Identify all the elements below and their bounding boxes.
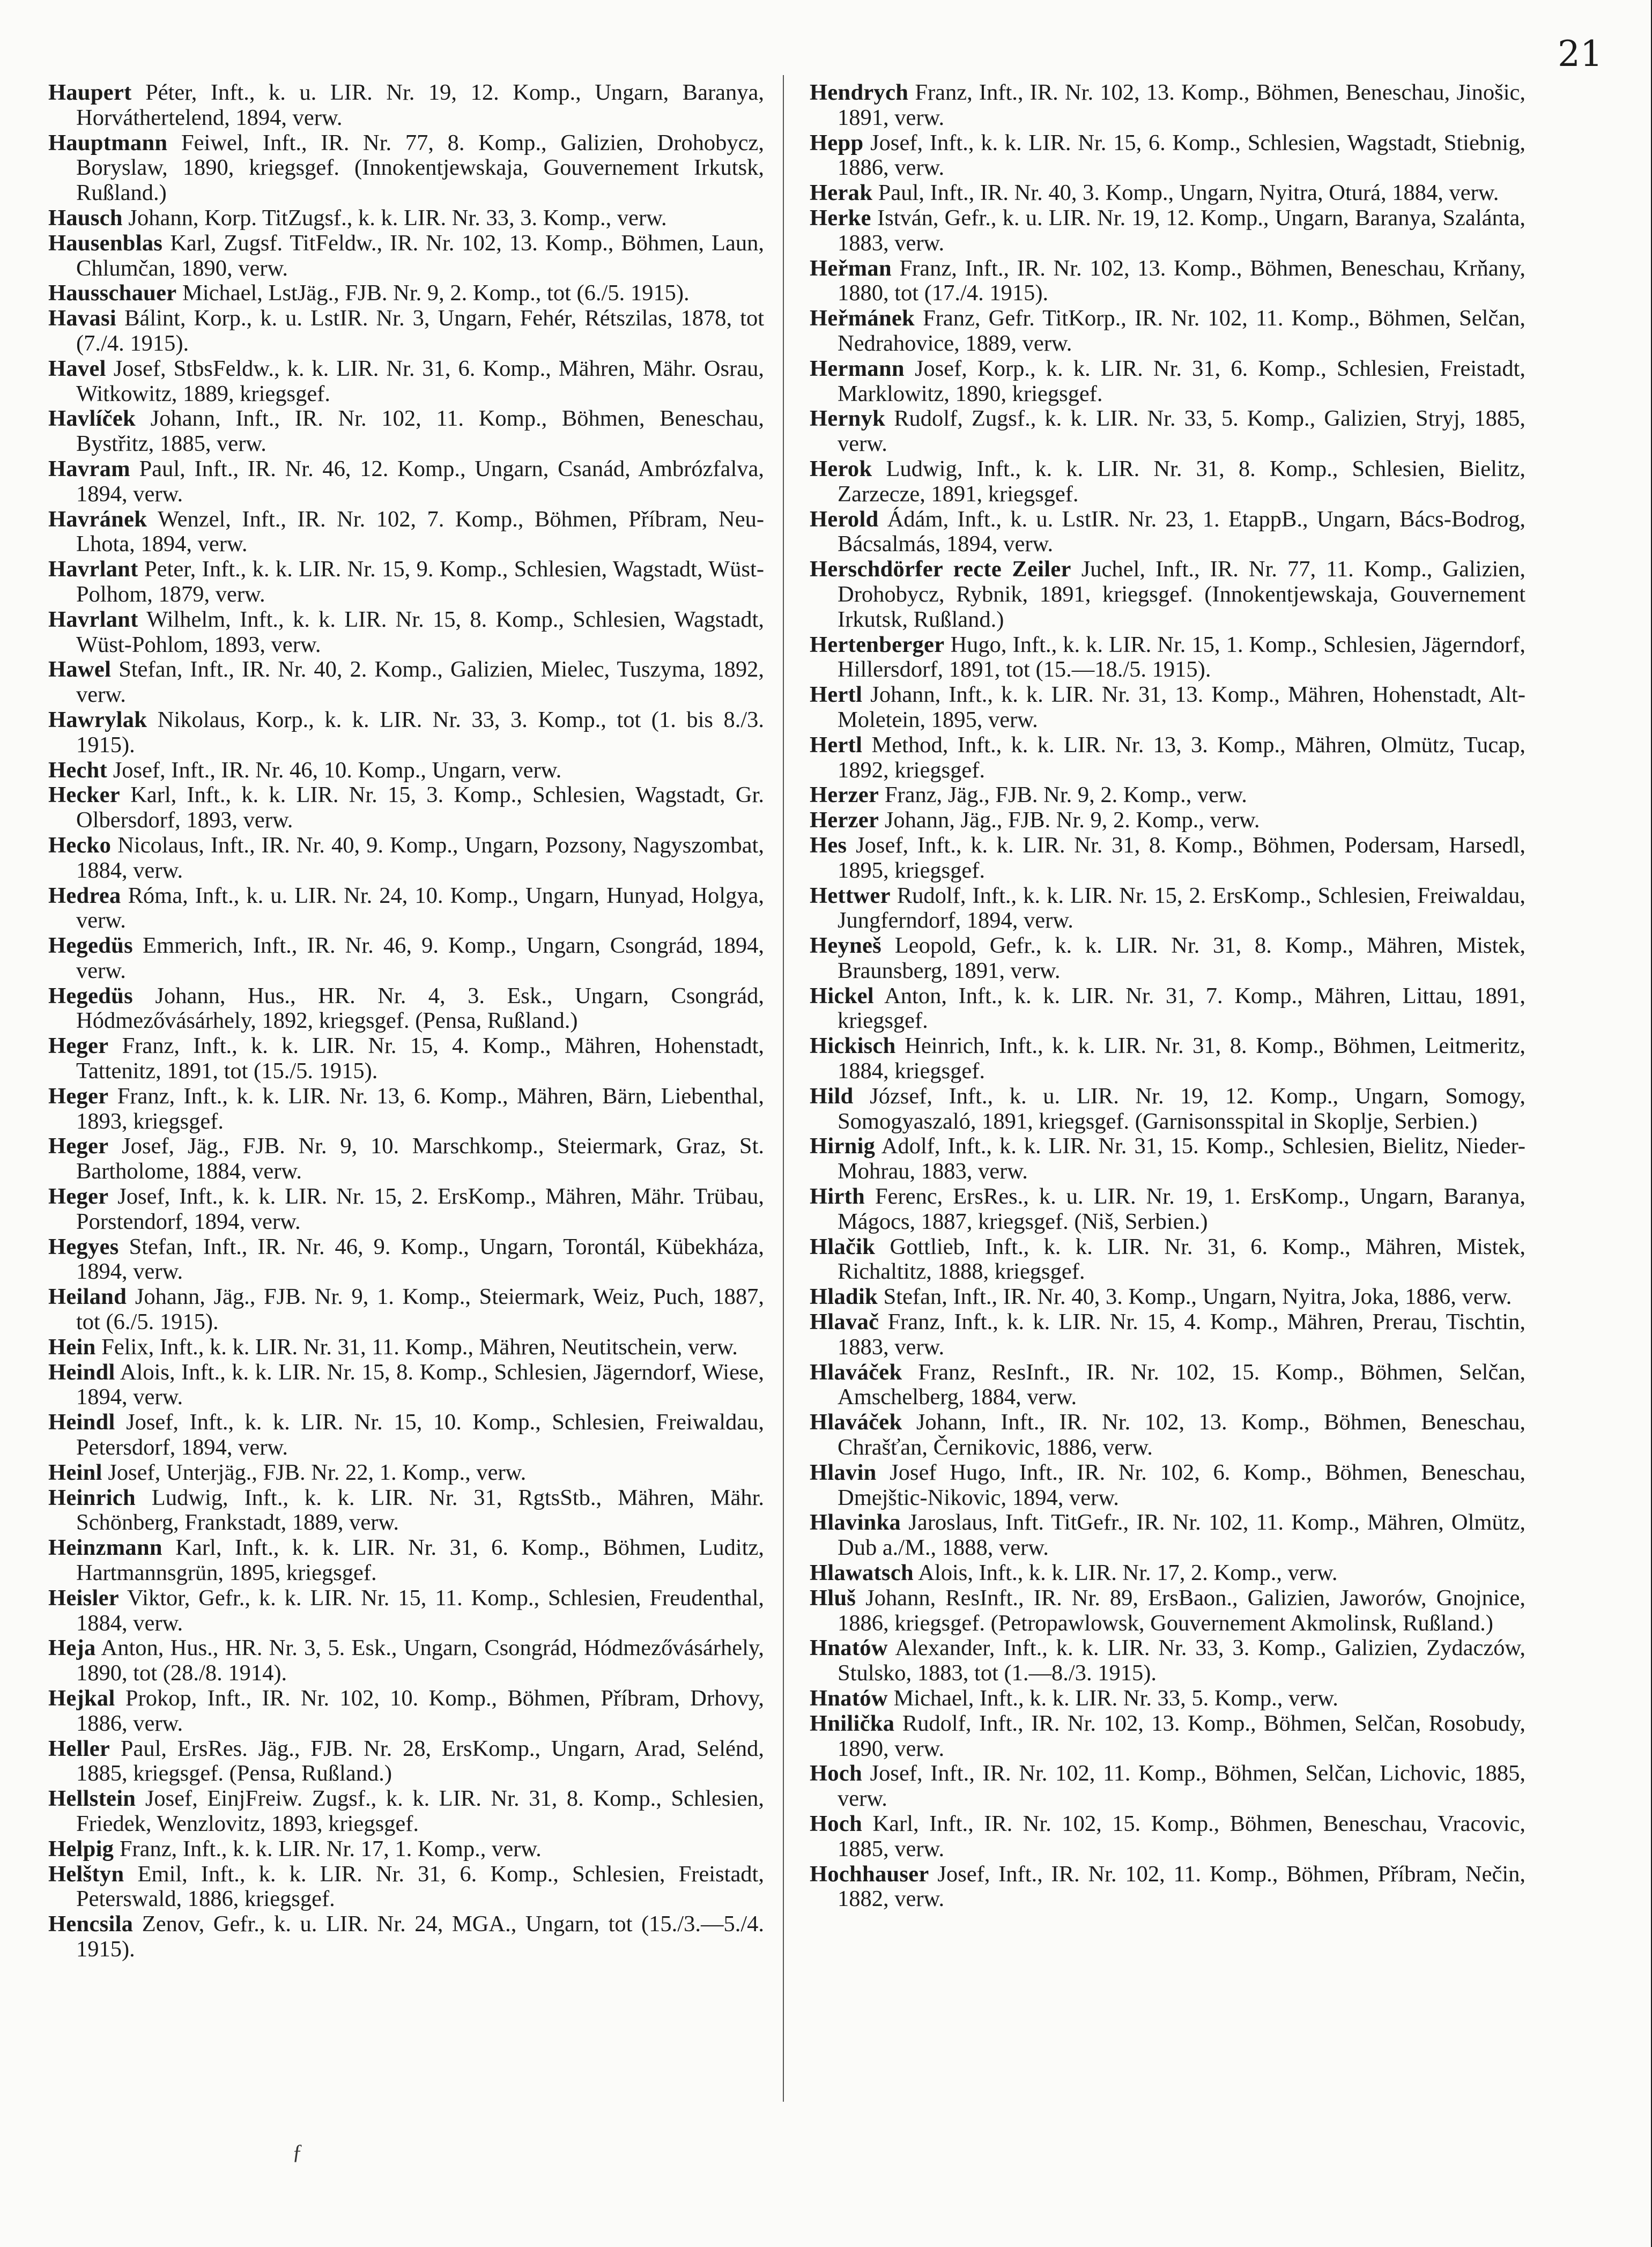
entry-surname: Havasi bbox=[48, 306, 116, 331]
list-entry bbox=[810, 180, 1525, 206]
list-entry bbox=[810, 1861, 1525, 1912]
list-entry bbox=[48, 1133, 765, 1184]
list-entry bbox=[48, 406, 764, 457]
entry-surname: Heger bbox=[48, 1033, 109, 1059]
list-entry bbox=[810, 1083, 1525, 1134]
left-column bbox=[48, 80, 764, 1962]
list-entry bbox=[48, 832, 764, 884]
entry-surname: Heller bbox=[48, 1736, 110, 1761]
entry-surname: Hoch bbox=[810, 1811, 863, 1836]
entry-surname: Hencsila bbox=[48, 1911, 134, 1937]
entry-details: Josef, Inft., IR. Nr. 46, 10. Komp., Ungarn, verw. bbox=[113, 757, 562, 783]
list-entry bbox=[810, 1410, 1525, 1460]
list-entry bbox=[48, 657, 764, 708]
entry-details: Michael, Inft., k. k. LIR. Nr. 33, 5. Komp., verw. bbox=[893, 1686, 1338, 1711]
list-entry bbox=[810, 632, 1526, 683]
entry-surname: Heinl bbox=[48, 1459, 102, 1485]
entry-surname: Hepp bbox=[810, 130, 864, 155]
entry-surname: Hermann bbox=[810, 355, 905, 381]
entry-surname: Hausschauer bbox=[48, 280, 177, 306]
entry-surname: Hochhauser bbox=[810, 1861, 929, 1887]
list-entry bbox=[48, 606, 764, 658]
list-entry bbox=[810, 1761, 1525, 1812]
entry-surname: Hernyk bbox=[810, 406, 886, 432]
list-entry bbox=[48, 1736, 764, 1787]
entry-details: Paul, ErsRes. Jäg., FJB. Nr. 28, ErsKomp., Ungarn, Arad, Selénd, 1885, kriegsgef. (Pensa, Rußland.) bbox=[76, 1736, 764, 1786]
entry-surname: Heinrich bbox=[48, 1485, 136, 1510]
entry-details: Péter, Inft., k. u. LIR. Nr. 19, 12. Komp., Ungarn, Baranya, Horváthertelend, 1894, verw. bbox=[76, 80, 765, 130]
list-entry bbox=[48, 1410, 764, 1460]
entry-surname: Havram bbox=[48, 456, 130, 481]
list-entry bbox=[810, 1686, 1525, 1711]
entry-surname: Hlavin bbox=[810, 1459, 877, 1485]
entry-surname: Hecker bbox=[48, 782, 120, 808]
list-entry bbox=[48, 1861, 764, 1912]
entry-details: Ludwig, Inft., k. k. LIR. Nr. 31, 8. Komp., Schlesien, Bielitz, Zarzecze, 1891, kriegsgef. bbox=[838, 456, 1526, 507]
list-entry bbox=[810, 832, 1525, 884]
entry-surname: Hlavač bbox=[810, 1309, 879, 1335]
entry-surname: Hauptmann bbox=[48, 130, 168, 155]
entry-surname: Heindl bbox=[48, 1359, 115, 1385]
list-entry bbox=[810, 306, 1526, 357]
entry-surname: Hertl bbox=[810, 682, 863, 708]
entry-details: Stefan, Inft., IR. Nr. 40, 2. Komp., Galizien, Mielec, Tuszyma, 1892, verw. bbox=[76, 657, 764, 708]
entry-surname: Hawrylak bbox=[48, 707, 147, 732]
entry-details: Karl, Zugsf. TitFeldw., IR. Nr. 102, 13. Komp., Böhmen, Laun, Chlumčan, 1890, verw. bbox=[76, 230, 764, 281]
entry-surname: Herold bbox=[810, 506, 879, 532]
entry-details: Anton, Inft., k. k. LIR. Nr. 31, 7. Komp., Mähren, Littau, 1891, kriegsgef. bbox=[838, 983, 1526, 1034]
entry-details: Viktor, Gefr., k. k. LIR. Nr. 15, 11. Komp., Schlesien, Freudenthal, 1884, verw. bbox=[76, 1585, 765, 1636]
entry-details: Franz, Inft., k. k. LIR. Nr. 13, 6. Komp., Mähren, Bärn, Liebenthal, 1893, kriegsgef. bbox=[76, 1083, 764, 1134]
entry-details: Prokop, Inft., IR. Nr. 102, 10. Komp., Böhmen, Příbram, Drhovy, 1886, verw. bbox=[76, 1686, 764, 1736]
list-entry bbox=[48, 230, 764, 281]
entry-surname: Herok bbox=[810, 456, 872, 481]
list-entry bbox=[48, 130, 764, 206]
entry-surname: Hnilička bbox=[810, 1710, 895, 1736]
entry-surname: Hnatów bbox=[810, 1686, 888, 1711]
list-entry bbox=[810, 1133, 1525, 1184]
entry-surname: Hoch bbox=[810, 1761, 863, 1786]
list-entry bbox=[48, 1359, 764, 1411]
entry-surname: Hladik bbox=[810, 1284, 878, 1310]
entry-details: Emil, Inft., k. k. LIR. Nr. 31, 6. Komp., Schlesien, Freistadt, Peterswald, 1886, kriegsgef. bbox=[76, 1861, 764, 1912]
entry-surname: Hecht bbox=[48, 757, 108, 783]
list-entry bbox=[48, 1686, 764, 1737]
entry-details: Josef, Inft., IR. Nr. 102, 11. Komp., Böhmen, Příbram, Nečin, 1882, verw. bbox=[838, 1861, 1525, 1912]
entry-details: Alois, Inft., k. k. LIR. Nr. 17, 2. Komp., verw. bbox=[918, 1560, 1338, 1586]
entry-surname: Hluš bbox=[810, 1585, 856, 1611]
entry-details: Ludwig, Inft., k. k. LIR. Nr. 31, RgtsStb., Mähren, Mähr. Schönberg, Frankstadt, 1889, verw. bbox=[76, 1485, 765, 1536]
list-entry bbox=[48, 707, 764, 758]
list-entry bbox=[810, 1184, 1525, 1235]
entry-details: Róma, Inft., k. u. LIR. Nr. 24, 10. Komp., Ungarn, Hunyad, Holgya, verw. bbox=[76, 883, 764, 933]
list-entry bbox=[810, 1635, 1526, 1686]
entry-surname: Haupert bbox=[48, 80, 132, 105]
entry-details: Josef, Jäg., FJB. Nr. 9, 10. Marschkomp., Steiermark, Graz, St. Bartholome, 1884, verw. bbox=[76, 1133, 765, 1184]
entry-details: Josef, Korp., k. k. LIR. Nr. 31, 6. Komp., Schlesien, Freistadt, Marklowitz, 1890, kriegsgef. bbox=[838, 355, 1526, 406]
entry-details: Karl, Inft., k. k. LIR. Nr. 31, 6. Komp., Böhmen, Luditz, Hartmannsgrün, 1895, kriegsgef. bbox=[76, 1535, 764, 1586]
entry-surname: Hellstein bbox=[48, 1786, 136, 1812]
list-entry bbox=[48, 1585, 765, 1636]
entry-details: Josef, StbsFeldw., k. k. LIR. Nr. 31, 6. Komp., Mähren, Mähr. Osrau, Witkowitz, 1889, kriegsgef. bbox=[76, 355, 764, 406]
entry-details: Johann, ResInft., IR. Nr. 89, ErsBaon., Galizien, Jaworów, Gnojnice, 1886, kriegsgef. (Petropawlowsk, Gouvernement Akmolinsk, Rußland.) bbox=[838, 1585, 1525, 1636]
entry-details: Nicolaus, Inft., IR. Nr. 40, 9. Komp., Ungarn, Pozsony, Nagyszombat, 1884, verw. bbox=[76, 832, 764, 883]
entry-surname: Hertenberger bbox=[810, 632, 945, 657]
entry-details: Paul, Inft., IR. Nr. 40, 3. Komp., Ungarn, Nyitra, Oturá, 1884, verw. bbox=[878, 180, 1499, 206]
list-entry bbox=[810, 983, 1526, 1034]
entry-details: Heinrich, Inft., k. k. LIR. Nr. 31, 8. Komp., Böhmen, Leitmeritz, 1884, kriegsgef. bbox=[838, 1033, 1526, 1084]
list-entry bbox=[48, 1836, 764, 1862]
list-entry bbox=[810, 1309, 1525, 1360]
entry-surname: Heyneš bbox=[810, 933, 882, 959]
list-entry bbox=[48, 280, 764, 306]
entry-details: Josef, Inft., k. k. LIR. Nr. 31, 8. Komp., Böhmen, Podersam, Harsedl, 1895, kriegsgef. bbox=[838, 832, 1525, 883]
entry-surname: Heindl bbox=[48, 1410, 115, 1435]
list-entry bbox=[810, 456, 1526, 507]
entry-details: Ádám, Inft., k. u. LstIR. Nr. 23, 1. EtappB., Ungarn, Bács-Bodrog, Bácsalmás, 1894, verw. bbox=[838, 506, 1525, 557]
entry-surname: Hawel bbox=[48, 657, 112, 683]
list-entry bbox=[48, 557, 765, 607]
list-entry bbox=[48, 80, 765, 131]
list-entry bbox=[810, 1560, 1525, 1586]
entry-surname: Havrlant bbox=[48, 606, 138, 632]
entry-surname: Heřman bbox=[810, 255, 892, 281]
list-entry bbox=[48, 205, 764, 231]
list-entry bbox=[810, 80, 1526, 131]
entry-details: Franz, Gefr. TitKorp., IR. Nr. 102, 11. Komp., Böhmen, Selčan, Nedrahovice, 1889, verw. bbox=[838, 306, 1526, 356]
list-entry bbox=[48, 933, 765, 984]
list-entry bbox=[48, 1033, 765, 1084]
right-column bbox=[810, 80, 1525, 1912]
entry-surname: Heger bbox=[48, 1184, 109, 1210]
entry-details: Alois, Inft., k. k. LIR. Nr. 15, 8. Komp., Schlesien, Jägerndorf, Wiese, 1894, verw. bbox=[76, 1359, 764, 1410]
entry-details: Franz, ResInft., IR. Nr. 102, 15. Komp., Böhmen, Selčan, Amschelberg, 1884, verw. bbox=[838, 1359, 1526, 1410]
entry-surname: Hlačik bbox=[810, 1234, 876, 1259]
list-entry bbox=[810, 1359, 1526, 1411]
entry-surname: Hlavinka bbox=[810, 1510, 901, 1536]
list-entry bbox=[810, 557, 1525, 632]
entry-details: Nikolaus, Korp., k. k. LIR. Nr. 33, 3. Komp., tot (1. bis 8./3. 1915). bbox=[76, 707, 764, 758]
entry-details: Emmerich, Inft., IR. Nr. 46, 9. Komp., Ungarn, Csongrád, 1894, verw. bbox=[76, 933, 765, 983]
list-entry bbox=[48, 1635, 764, 1686]
entry-details: Paul, Inft., IR. Nr. 46, 12. Komp., Ungarn, Csanád, Ambrózfalva, 1894, verw. bbox=[76, 456, 764, 507]
entry-details: Ferenc, ErsRes., k. u. LIR. Nr. 19, 1. ErsKomp., Ungarn, Baranya, Mágocs, 1887, kriegsgef. (Niš, Serbien.) bbox=[838, 1184, 1525, 1234]
entry-details: Juchel, Inft., IR. Nr. 77, 11. Komp., Galizien, Drohobycz, Rybnik, 1891, kriegsgef. (Innokentjewskaja, Gouvernement Irkutsk, Rußland.) bbox=[838, 557, 1525, 632]
entry-details: Wilhelm, Inft., k. k. LIR. Nr. 15, 8. Komp., Schlesien, Wagstadt, Wüst-Pohlom, 1893, verw. bbox=[76, 606, 764, 657]
list-entry bbox=[48, 1234, 765, 1285]
entry-details: Rudolf, Inft., IR. Nr. 102, 13. Komp., Böhmen, Selčan, Rosobudy, 1890, verw. bbox=[838, 1710, 1526, 1761]
list-entry bbox=[48, 1459, 764, 1486]
entry-details: Karl, Inft., IR. Nr. 102, 15. Komp., Böhmen, Beneschau, Vracovic, 1885, verw. bbox=[838, 1811, 1526, 1862]
entry-details: Hugo, Inft., k. k. LIR. Nr. 15, 1. Komp., Schlesien, Jägerndorf, Hillersdorf, 1891, tot (15.—18./5. 1915). bbox=[838, 632, 1526, 683]
entry-surname: Havlíček bbox=[48, 406, 136, 432]
entry-surname: Herschdörfer recte Zeiler bbox=[810, 557, 1071, 582]
list-entry bbox=[810, 732, 1526, 783]
list-entry bbox=[810, 933, 1525, 984]
entry-details: Johann, Hus., HR. Nr. 4, 3. Esk., Ungarn, Csongrád, Hódmezővásárhely, 1892, kriegsgef. (Pensa, Rußland.) bbox=[76, 983, 764, 1034]
entry-details: Stefan, Inft., IR. Nr. 46, 9. Komp., Ungarn, Torontál, Kübekháza, 1894, verw. bbox=[76, 1234, 765, 1285]
list-entry bbox=[48, 506, 765, 558]
list-entry bbox=[48, 782, 764, 833]
entry-surname: Herke bbox=[810, 205, 871, 231]
entry-details: Adolf, Inft., k. k. LIR. Nr. 31, 15. Komp., Schlesien, Bielitz, Nieder-Mohrau, 1883, verw. bbox=[838, 1133, 1525, 1184]
entry-surname: Hettwer bbox=[810, 883, 891, 908]
entry-surname: Hegyes bbox=[48, 1234, 119, 1259]
entry-surname: Hein bbox=[48, 1334, 96, 1360]
entry-surname: Herzer bbox=[810, 807, 879, 833]
entry-surname: Helštyn bbox=[48, 1861, 124, 1887]
entry-surname: Havel bbox=[48, 355, 106, 381]
list-entry bbox=[810, 1234, 1526, 1285]
list-entry bbox=[810, 1033, 1526, 1084]
entry-surname: Havránek bbox=[48, 506, 147, 532]
entry-surname: Hirth bbox=[810, 1184, 865, 1210]
entry-details: Johann, Inft., IR. Nr. 102, 13. Komp., Böhmen, Beneschau, Chrašťan, Černikovic, 1886, verw. bbox=[838, 1410, 1525, 1460]
entry-surname: Heja bbox=[48, 1635, 96, 1661]
entry-details: Wenzel, Inft., IR. Nr. 102, 7. Komp., Böhmen, Příbram, Neu-Lhota, 1894, verw. bbox=[76, 506, 765, 557]
list-entry bbox=[810, 130, 1525, 181]
list-entry bbox=[48, 1083, 764, 1134]
list-entry bbox=[810, 406, 1525, 457]
entry-details: Josef, Inft., IR. Nr. 102, 11. Komp., Böhmen, Selčan, Lichovic, 1885, verw. bbox=[838, 1761, 1525, 1812]
entry-details: Johann, Jäg., FJB. Nr. 9, 2. Komp., verw. bbox=[884, 807, 1260, 833]
entry-details: Karl, Inft., k. k. LIR. Nr. 15, 3. Komp., Schlesien, Wagstadt, Gr. Olbersdorf, 1893, verw. bbox=[76, 782, 764, 833]
list-entry bbox=[48, 456, 764, 507]
entry-surname: Hausch bbox=[48, 205, 123, 231]
list-entry bbox=[48, 1786, 765, 1837]
entry-details: Franz, Inft., k. k. LIR. Nr. 15, 4. Komp., Mähren, Prerau, Tischtin, 1883, verw. bbox=[838, 1309, 1525, 1360]
column-divider bbox=[783, 75, 784, 2102]
entry-details: Bálint, Korp., k. u. LstIR. Nr. 3, Ungarn, Fehér, Rétszilas, 1878, tot (7./4. 1915). bbox=[76, 306, 765, 356]
list-entry bbox=[48, 1535, 764, 1586]
entry-surname: Hirnig bbox=[810, 1133, 876, 1159]
list-entry bbox=[810, 883, 1525, 934]
list-entry bbox=[48, 355, 764, 407]
entry-details: Johann, Korp. TitZugsf., k. k. LIR. Nr. 33, 3. Komp., verw. bbox=[128, 205, 667, 231]
entry-details: Feiwel, Inft., IR. Nr. 77, 8. Komp., Galizien, Drohobycz, Boryslaw, 1890, kriegsgef. (Innokentjewskaja, Gouvernement Irkutsk, Rußland.) bbox=[76, 130, 764, 206]
entry-surname: Heiland bbox=[48, 1284, 127, 1310]
list-entry bbox=[810, 1811, 1526, 1862]
list-entry bbox=[48, 306, 765, 357]
entry-details: Johann, Jäg., FJB. Nr. 9, 1. Komp., Steiermark, Weiz, Puch, 1887, tot (6./5. 1915). bbox=[76, 1284, 765, 1335]
entry-details: Gottlieb, Inft., k. k. LIR. Nr. 31, 6. Komp., Mähren, Mistek, Richaltitz, 1888, kriegsgef. bbox=[838, 1234, 1526, 1285]
entry-details: Franz, Inft., k. k. LIR. Nr. 17, 1. Komp., verw. bbox=[119, 1836, 542, 1862]
list-entry bbox=[810, 1510, 1525, 1561]
entry-surname: Helpig bbox=[48, 1836, 114, 1862]
entry-surname: Havrlant bbox=[48, 557, 138, 582]
entry-details: Josef, Unterjäg., FJB. Nr. 22, 1. Komp., verw. bbox=[108, 1459, 527, 1485]
entry-surname: Hlaváček bbox=[810, 1359, 902, 1385]
list-entry bbox=[48, 757, 764, 783]
entry-details: Josef, Inft., k. k. LIR. Nr. 15, 2. ErsKomp., Mähren, Mähr. Trübau, Porstendorf, 1894, verw. bbox=[76, 1184, 764, 1234]
list-entry bbox=[810, 807, 1525, 833]
entry-details: Michael, LstJäg., FJB. Nr. 9, 2. Komp., tot (6./5. 1915). bbox=[182, 280, 690, 306]
entry-surname: Hejkal bbox=[48, 1686, 115, 1711]
entry-surname: Hendrych bbox=[810, 80, 909, 105]
entry-details: Franz, Jäg., FJB. Nr. 9, 2. Komp., verw. bbox=[884, 782, 1247, 808]
entry-details: Method, Inft., k. k. LIR. Nr. 13, 3. Komp., Mähren, Olmütz, Tucap, 1892, kriegsgef. bbox=[838, 732, 1526, 783]
entry-details: Rudolf, Zugsf., k. k. LIR. Nr. 33, 5. Komp., Galizien, Stryj, 1885, verw. bbox=[838, 406, 1525, 457]
entry-details: Josef, EinjFreiw. Zugsf., k. k. LIR. Nr. 31, 8. Komp., Schlesien, Friedek, Wenzlovitz, 1893, kriegsgef. bbox=[76, 1786, 765, 1836]
entry-surname: Hedrea bbox=[48, 883, 121, 908]
entry-surname: Hild bbox=[810, 1083, 854, 1109]
list-entry bbox=[810, 255, 1526, 307]
entry-surname: Heřmánek bbox=[810, 306, 915, 331]
entry-surname: Hickel bbox=[810, 983, 874, 1008]
entry-details: Jaroslaus, Inft. TitGefr., IR. Nr. 102, 11. Komp., Mähren, Olmütz, Dub a./M., 1888, verw. bbox=[838, 1510, 1525, 1561]
list-entry bbox=[810, 682, 1526, 733]
list-entry bbox=[810, 782, 1525, 808]
entry-details: Leopold, Gefr., k. k. LIR. Nr. 31, 8. Komp., Mähren, Mistek, Braunsberg, 1891, verw. bbox=[838, 933, 1525, 983]
list-entry bbox=[810, 1459, 1526, 1511]
page-number: 21 bbox=[1558, 33, 1603, 75]
entry-details: Franz, Inft., k. k. LIR. Nr. 15, 4. Komp., Mähren, Hohenstadt, Tattenitz, 1891, tot (15./5. 1915). bbox=[76, 1033, 765, 1084]
entry-surname: Hausenblas bbox=[48, 230, 163, 256]
list-entry bbox=[48, 1334, 764, 1360]
list-entry bbox=[810, 1710, 1526, 1762]
entry-surname: Hickisch bbox=[810, 1033, 896, 1059]
list-entry bbox=[48, 1911, 765, 1962]
entry-details: Josef, Inft., k. k. LIR. Nr. 15, 6. Komp., Schlesien, Wagstadt, Stiebnig, 1886, verw. bbox=[838, 130, 1525, 181]
entry-details: István, Gefr., k. u. LIR. Nr. 19, 12. Komp., Ungarn, Baranya, Szalánta, 1883, verw. bbox=[838, 205, 1525, 256]
list-entry bbox=[810, 1585, 1525, 1636]
list-entry bbox=[810, 205, 1525, 256]
entry-details: Johann, Inft., IR. Nr. 102, 11. Komp., Böhmen, Beneschau, Bystřitz, 1885, verw. bbox=[76, 406, 764, 457]
entry-surname: Hegedüs bbox=[48, 933, 133, 959]
entry-surname: Heger bbox=[48, 1083, 109, 1109]
entry-details: Stefan, Inft., IR. Nr. 40, 3. Komp., Ungarn, Nyitra, Joka, 1886, verw. bbox=[883, 1284, 1512, 1310]
entry-surname: Hegedüs bbox=[48, 983, 133, 1008]
entry-surname: Heger bbox=[48, 1133, 109, 1159]
list-entry bbox=[48, 1284, 765, 1335]
entry-details: Franz, Inft., IR. Nr. 102, 13. Komp., Böhmen, Beneschau, Krňany, 1880, tot (17./4. 1915). bbox=[838, 255, 1526, 306]
entry-details: Franz, Inft., IR. Nr. 102, 13. Komp., Böhmen, Beneschau, Jinošic, 1891, verw. bbox=[838, 80, 1526, 130]
entry-surname: Heisler bbox=[48, 1585, 119, 1611]
entry-details: Zenov, Gefr., k. u. LIR. Nr. 24, MGA., Ungarn, tot (15./3.—5./4. 1915). bbox=[76, 1911, 765, 1962]
entry-details: Felix, Inft., k. k. LIR. Nr. 31, 11. Komp., Mähren, Neutitschein, verw. bbox=[101, 1334, 738, 1360]
entry-details: József, Inft., k. u. LIR. Nr. 19, 12. Komp., Ungarn, Somogy, Somogyaszaló, 1891, kriegsgef. (Garnisonsspital in Skoplje, Serbien.) bbox=[838, 1083, 1525, 1134]
entry-surname: Hlawatsch bbox=[810, 1560, 914, 1586]
entry-details: Johann, Inft., k. k. LIR. Nr. 31, 13. Komp., Mähren, Hohenstadt, Alt-Moletein, 1895, verw. bbox=[838, 682, 1526, 732]
entry-surname: Hes bbox=[810, 832, 847, 858]
stray-mark: ƒ bbox=[292, 2140, 303, 2164]
entry-surname: Hnatów bbox=[810, 1635, 888, 1661]
entry-surname: Hecko bbox=[48, 832, 112, 858]
list-entry bbox=[48, 983, 764, 1034]
entry-surname: Hlaváček bbox=[810, 1410, 902, 1435]
entry-details: Peter, Inft., k. k. LIR. Nr. 15, 9. Komp., Schlesien, Wagstadt, Wüst-Polhom, 1879, verw. bbox=[76, 557, 765, 607]
list-entry bbox=[48, 883, 764, 934]
list-entry bbox=[810, 355, 1526, 407]
list-entry bbox=[810, 506, 1525, 558]
list-entry bbox=[48, 1485, 765, 1536]
entry-surname: Heinzmann bbox=[48, 1535, 162, 1561]
entry-surname: Herak bbox=[810, 180, 873, 206]
entry-details: Rudolf, Inft., k. k. LIR. Nr. 15, 2. ErsKomp., Schlesien, Freiwaldau, Jungferndorf, 1894, verw. bbox=[838, 883, 1525, 933]
entry-details: Josef Hugo, Inft., IR. Nr. 102, 6. Komp., Böhmen, Beneschau, Dmejštic-Nikovic, 1894, verw. bbox=[838, 1459, 1526, 1510]
entry-surname: Herzer bbox=[810, 782, 879, 808]
entry-details: Alexander, Inft., k. k. LIR. Nr. 33, 3. Komp., Galizien, Zydaczów, Stulsko, 1883, tot (1.—8./3. 1915). bbox=[838, 1635, 1526, 1686]
list-entry bbox=[48, 1184, 764, 1235]
entry-surname: Hertl bbox=[810, 732, 863, 758]
entry-details: Anton, Hus., HR. Nr. 3, 5. Esk., Ungarn, Csongrád, Hódmezővásárhely, 1890, tot (28./8. 1914). bbox=[76, 1635, 764, 1686]
entry-details: Josef, Inft., k. k. LIR. Nr. 15, 10. Komp., Schlesien, Freiwaldau, Petersdorf, 1894, verw. bbox=[76, 1410, 764, 1460]
list-entry bbox=[810, 1284, 1525, 1310]
